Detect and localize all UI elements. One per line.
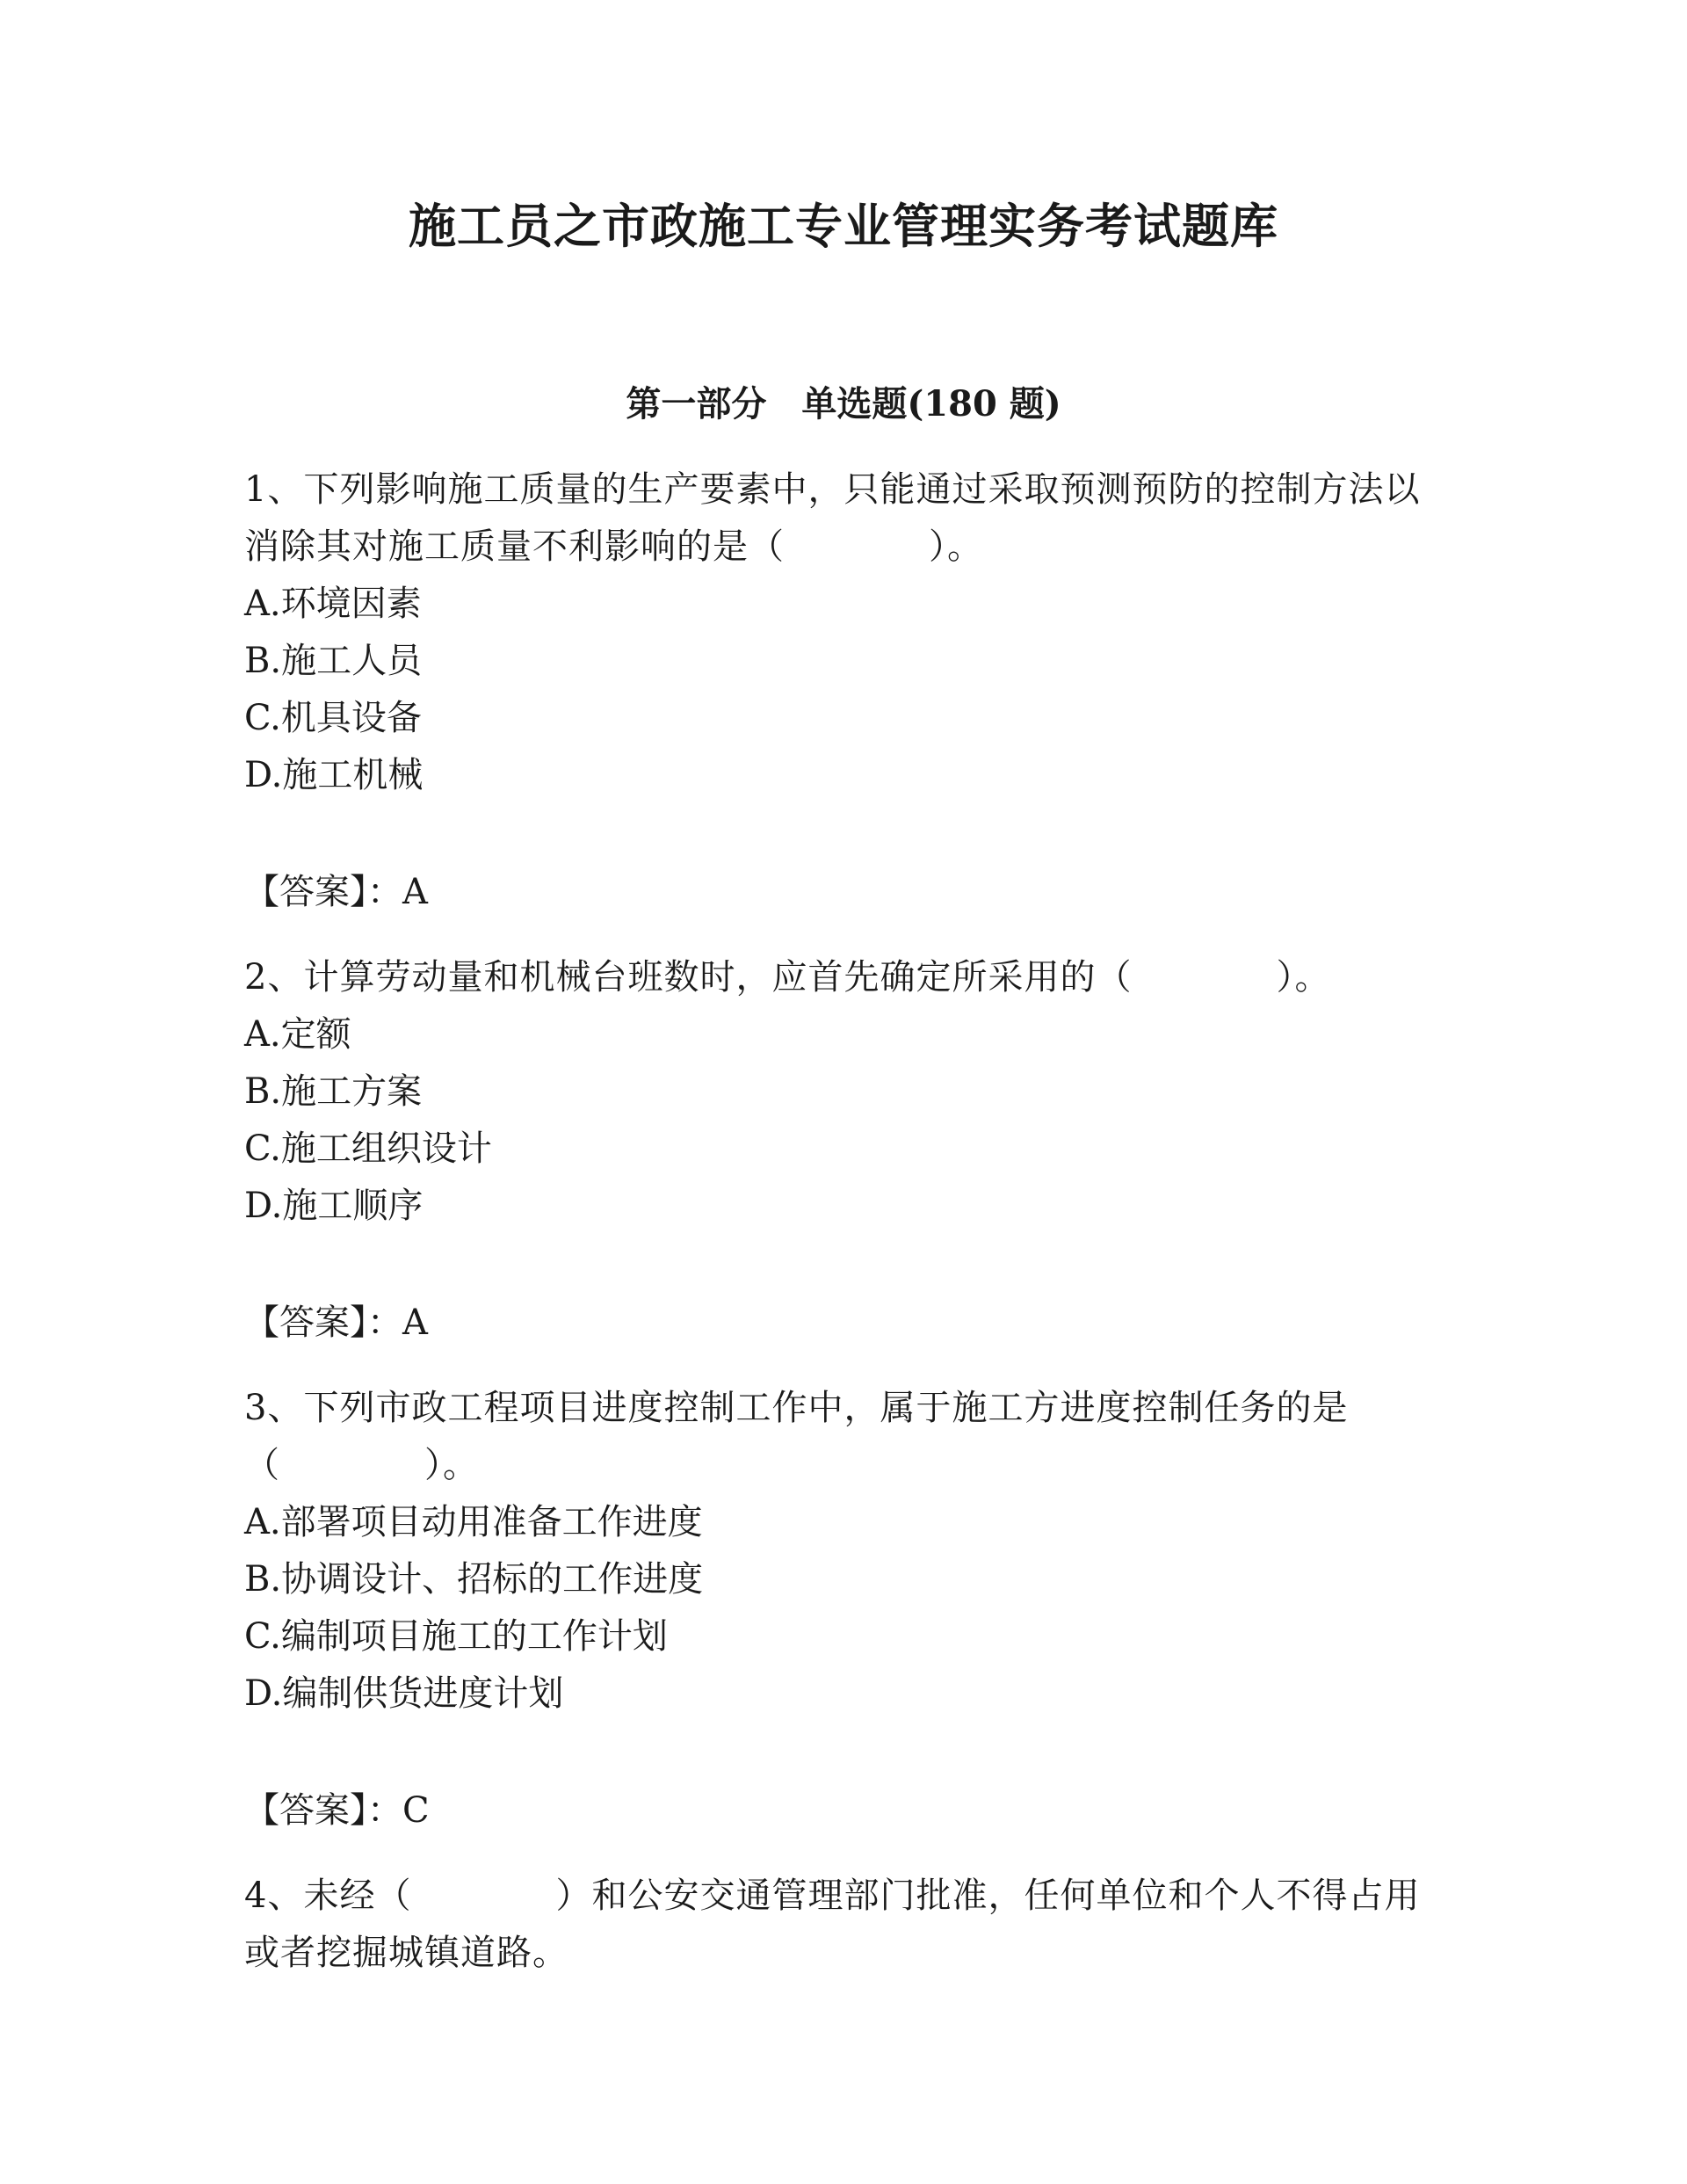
question-text: 3、下列市政工程项目进度控制工作中，属于施工方进度控制任务的是（ ）。 [244, 1388, 1349, 1485]
option-d: D.编制供货进度计划 [244, 1673, 564, 1714]
spacer [244, 1352, 1422, 1380]
option-a: A.环境因素 [244, 584, 422, 624]
answer-line: 【答案】：C [244, 1790, 430, 1831]
option-b: B.施工人员 [244, 641, 423, 681]
question-text: 2、计算劳动量和机械台班数时，应首先确定所采用的（ ）。 [244, 957, 1331, 998]
option-c: C.编制项目施工的工作计划 [244, 1616, 668, 1657]
option-c: C.施工组织设计 [244, 1128, 492, 1169]
option-b: B.协调设计、招标的工作进度 [244, 1559, 704, 1600]
option-a: A.定额 [244, 1014, 351, 1055]
question-item [244, 1380, 1422, 1839]
option-d: D.施工顺序 [244, 1186, 424, 1226]
section-title: 第一部分 单选题(180 题) [626, 383, 1061, 424]
document-title: 施工员之市政施工专业管理实务考试题库 [409, 198, 1278, 254]
spacer [244, 921, 1422, 949]
option-a: A.部署项目动用准备工作进度 [244, 1502, 703, 1542]
question-text: 4、未经（ ）和公安交通管理部门批准，任何单位和个人不得占用或者挖掘城镇道路。 [244, 1876, 1421, 1973]
question-list [244, 461, 1422, 1982]
answer-line: 【答案】：A [244, 872, 428, 912]
question-item [244, 1868, 1422, 1982]
option-c: C.机具设备 [244, 698, 422, 738]
question-text: 1、下列影响施工质量的生产要素中，只能通过采取预测预防的控制方法以消除其对施工质量不利影响的是（ ）。 [244, 469, 1421, 567]
option-b: B.施工方案 [244, 1071, 423, 1112]
option-d: D.施工机械 [244, 755, 424, 795]
question-item [244, 949, 1422, 1352]
spacer [244, 1839, 1422, 1868]
answer-line: 【答案】：A [244, 1302, 428, 1343]
question-item [244, 461, 1422, 921]
